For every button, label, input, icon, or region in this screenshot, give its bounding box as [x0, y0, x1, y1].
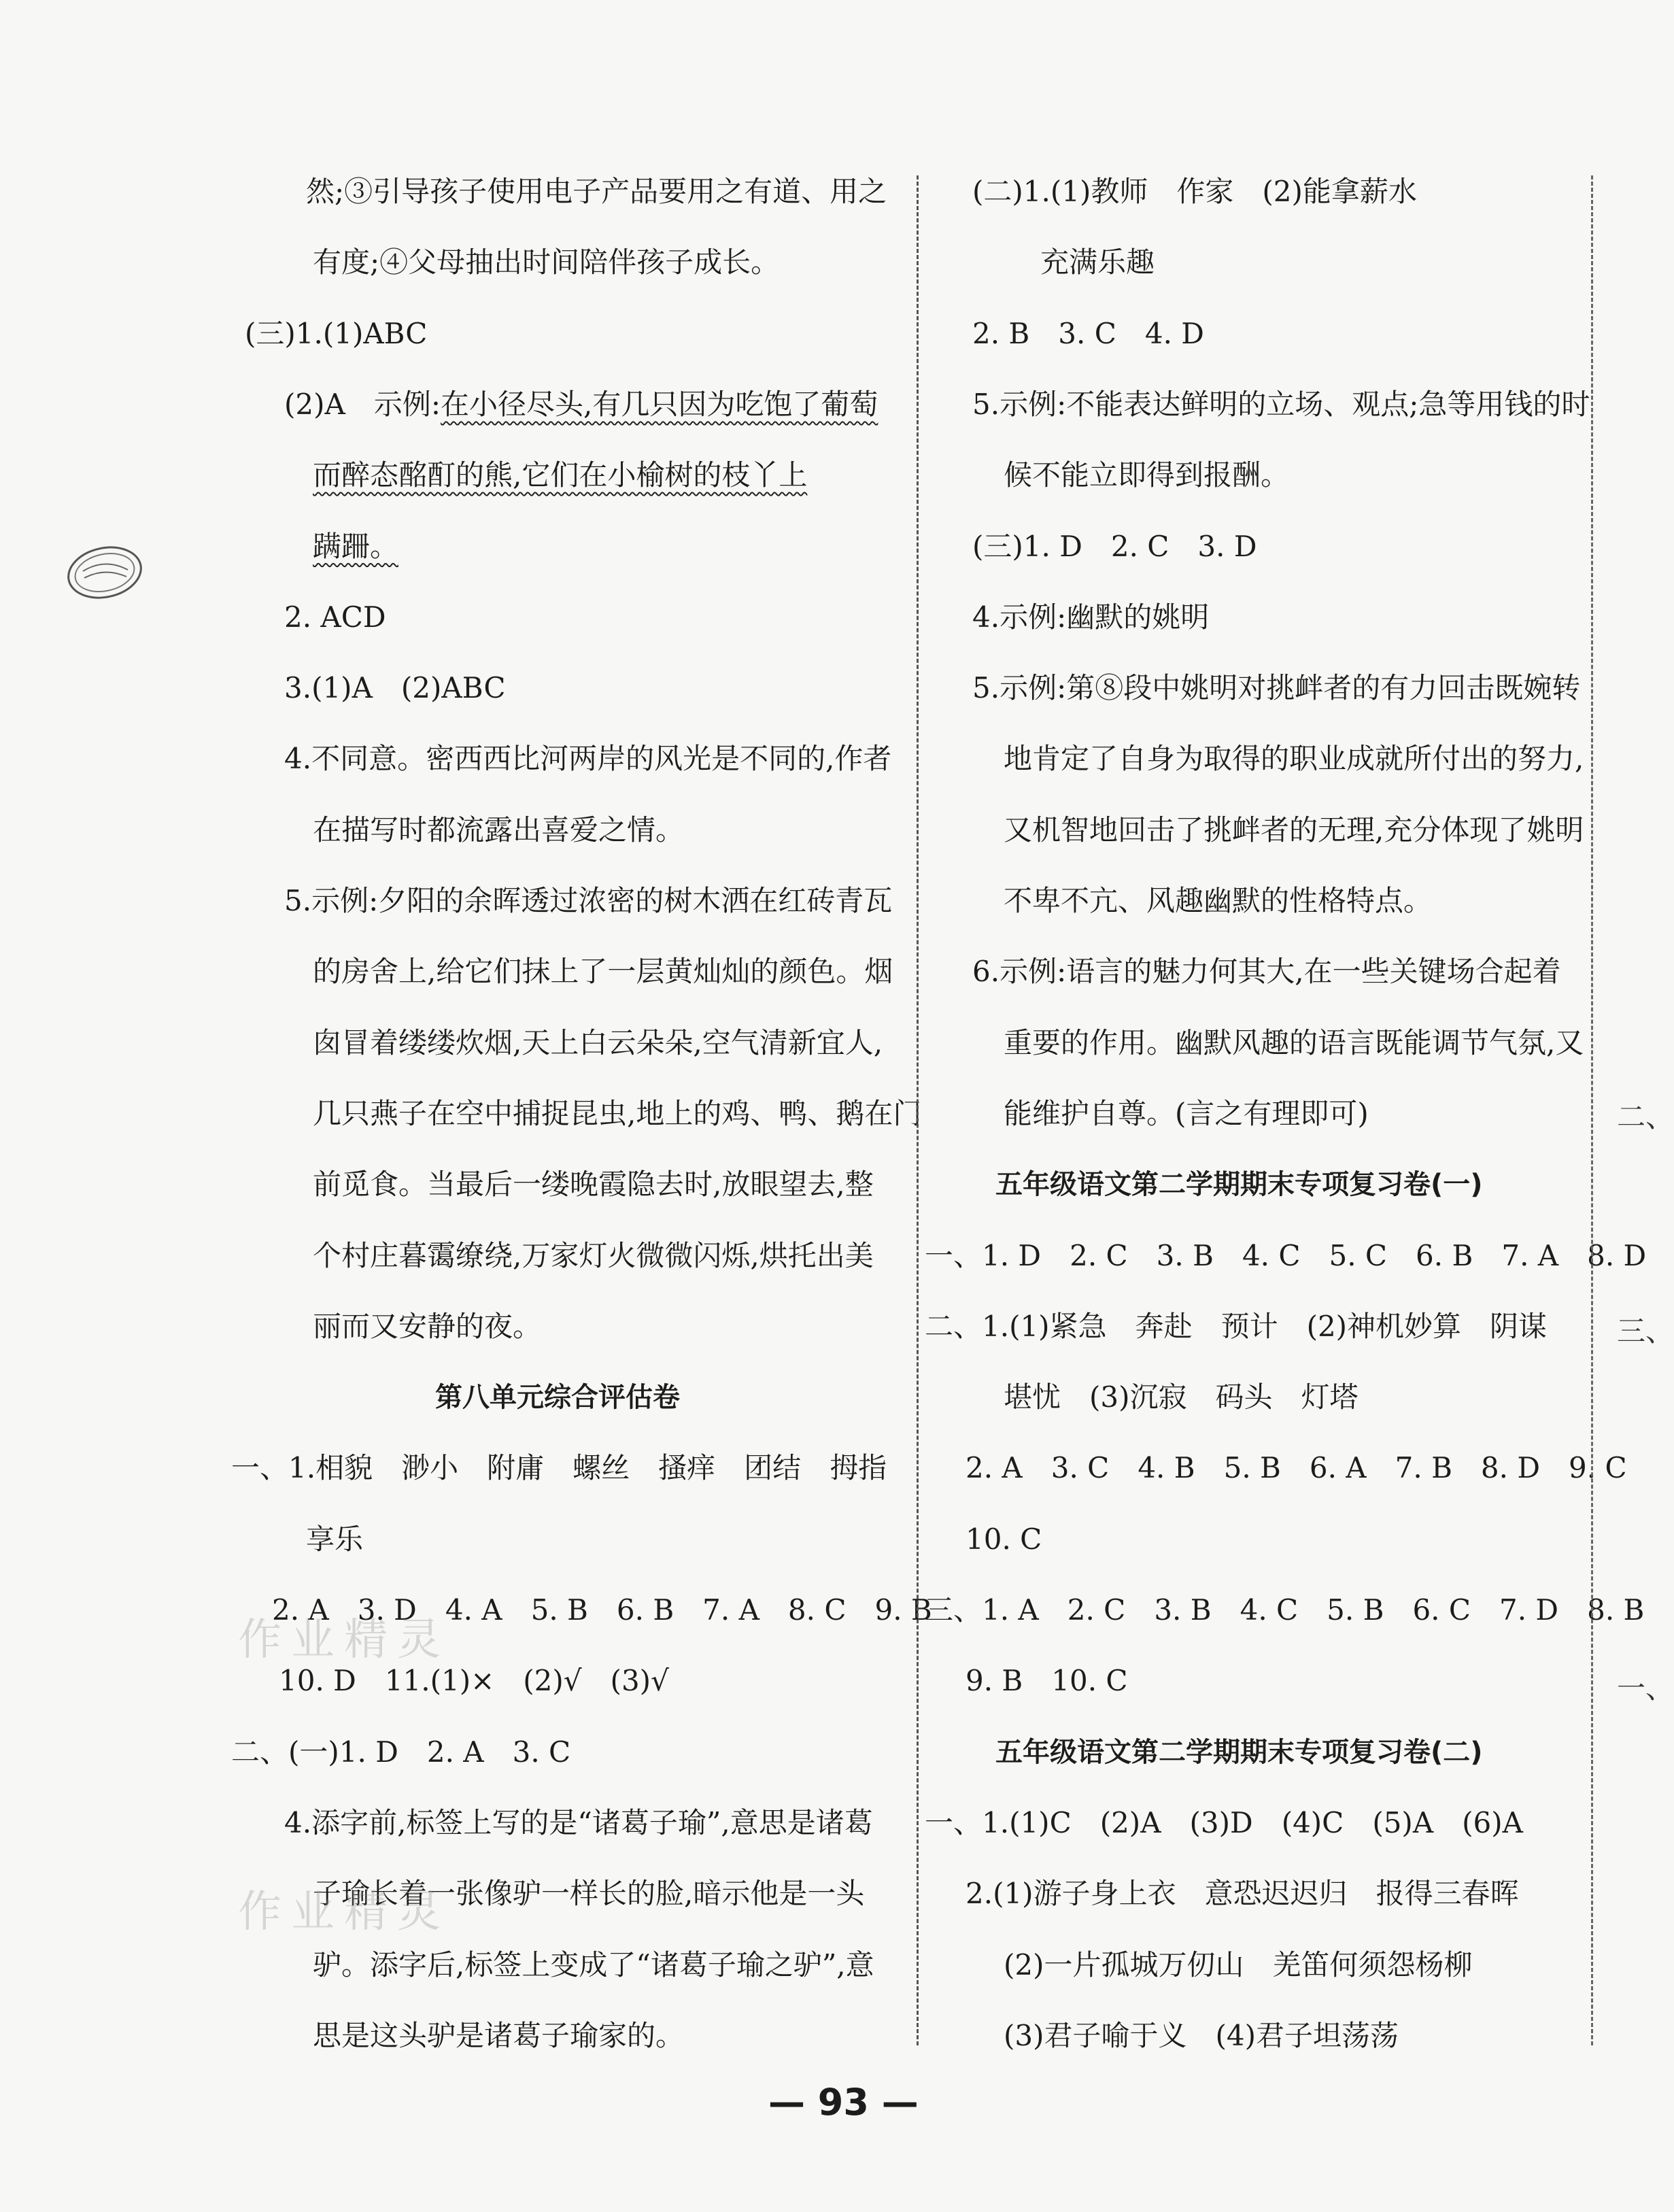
answer-text: 10. D 11.(1)× (2)√ (3)√: [279, 1664, 669, 1698]
answer-text: 第八单元综合评估卷: [435, 1382, 680, 1414]
answer-text: 驴。添字后,标签上变成了“诸葛子瑜之驴”,意: [313, 1947, 874, 1981]
answer-text: 3.(1)A (2)ABC: [284, 671, 506, 705]
answer-line: [972, 315, 1204, 353]
answer-line: [972, 386, 1590, 424]
answer-text: 5.示例:夕阳的余晖透过浓密的树木洒在红砖青瓦: [284, 884, 893, 917]
answer-text: 囱冒着缕缕炊烟,天上白云朵朵,空气清新宜人,: [313, 1025, 883, 1059]
answer-line: [925, 1308, 1547, 1346]
answer-line: [313, 1237, 874, 1275]
answer-line: [284, 1804, 873, 1842]
answer-text: 2. A 3. C 4. B 5. B 6. A 7. B 8. D 9. C: [966, 1451, 1627, 1485]
answer-line: [1004, 1095, 1369, 1133]
answer-text: 重要的作用。幽默风趣的语言既能调节气氛,又: [1004, 1025, 1584, 1059]
answer-text: 思是这头驴是诸葛子瑜家的。: [313, 2018, 685, 2052]
answer-text: 然;③引导孩子使用电子产品要用之有道、用之: [306, 175, 887, 208]
answer-text: 充满乐趣: [1040, 245, 1155, 279]
edge-fragment: 二、: [1617, 1100, 1674, 1134]
answer-line: [313, 456, 807, 494]
answer-line: [925, 1237, 1646, 1275]
answer-line: [306, 1520, 363, 1559]
answer-text: 堪忧 (3)沉寂 码头 灯塔: [1004, 1380, 1359, 1414]
answer-text: 享乐: [306, 1522, 364, 1556]
answer-text: (二)1.(1)教师 作家 (2)能拿薪水: [972, 175, 1417, 208]
section-heading: [435, 1378, 680, 1416]
answer-text: 5.示例:不能表达鲜明的立场、观点;急等用钱的时: [972, 387, 1590, 421]
answer-text: 10. C: [966, 1522, 1042, 1556]
answer-text: 又机智地回击了挑衅者的无理,充分体现了姚明: [1004, 813, 1584, 847]
answer-text: 6.示例:语言的魅力何其大,在一些关键场合起着: [972, 955, 1561, 989]
answer-line: [1004, 811, 1584, 849]
answer-text: 子瑜长着一张像驴一样长的脸,暗示他是一头: [313, 1877, 865, 1911]
answer-line: [925, 1591, 1644, 1629]
answer-text: 地肯定了自身为取得的职业成就所付出的努力,: [1004, 742, 1584, 776]
answer-text: 5.示例:第⑧段中姚明对挑衅者的有力回击既婉转: [972, 671, 1581, 705]
answer-text: 2. B 3. C 4. D: [972, 316, 1204, 350]
answer-text: 丽而又安静的夜。: [313, 1309, 542, 1343]
answer-line: [284, 598, 386, 636]
answer-line: [966, 1449, 1627, 1487]
answer-text: 一、1.相貌 渺小 附庸 螺丝 搔痒 团结 拇指: [231, 1451, 887, 1485]
answer-line: [279, 1662, 669, 1700]
answer-text: 前觅食。当最后一缕晚霞隐去时,放眼望去,整: [313, 1168, 874, 1202]
answer-line: [972, 953, 1561, 991]
answer-text: 4.不同意。密西西比河两岸的风光是不同的,作者: [284, 742, 892, 776]
watermark: 作业精灵: [238, 1887, 450, 1937]
answer-text: (2)一片孤城万仞山 羌笛何须怨杨柳: [1004, 1947, 1473, 1981]
answer-line: [313, 953, 893, 991]
answer-line: [972, 173, 1417, 211]
answer-line: [313, 528, 398, 566]
answer-text: 2. ACD: [284, 600, 386, 634]
answer-text: 二、(一)1. D 2. A 3. C: [231, 1735, 571, 1769]
answer-text: (2)A 示例:: [284, 387, 441, 421]
page-number: — 93 —: [768, 2081, 919, 2124]
answer-line: [313, 1308, 541, 1346]
answer-text: (三)1.(1)ABC: [245, 316, 428, 350]
answer-text: 个村庄暮霭缭绕,万家灯火微微闪烁,烘托出美: [313, 1238, 874, 1272]
next-page-divider: [1591, 175, 1593, 2045]
answer-text: 几只燕子在空中捕捉昆虫,地上的鸡、鸭、鹅在门: [313, 1096, 922, 1130]
edge-fragment: 一、: [1617, 1671, 1674, 1705]
answer-line: [284, 882, 892, 920]
answer-line: [972, 598, 1209, 636]
answer-text: 在描写时都流露出喜爱之情。: [313, 813, 685, 847]
answer-line: [231, 1733, 570, 1771]
column-divider: [917, 175, 919, 2045]
answer-line: [1004, 1024, 1584, 1062]
answer-line: [313, 1946, 874, 1984]
answer-text: 有度;④父母抽出时间陪伴孩子成长。: [313, 245, 780, 279]
section-heading: [995, 1733, 1483, 1771]
answer-line: [313, 1095, 921, 1133]
answer-line: [313, 2017, 684, 2055]
answer-text: 4.添字前,标签上写的是“诸葛子瑜”,意思是诸葛: [284, 1805, 873, 1839]
answer-line: [231, 1449, 887, 1487]
answer-line: [1004, 1378, 1359, 1416]
answer-line: [284, 740, 891, 778]
answer-text: 的房舍上,给它们抹上了一层黄灿灿的颜色。烟: [313, 955, 893, 989]
answer-line: [313, 1024, 883, 1062]
answer-text: 2.(1)游子身上衣 意恐迟迟归 报得三春晖: [966, 1877, 1519, 1911]
answer-line: [972, 669, 1580, 707]
stamp-logo-icon: [63, 537, 151, 605]
answer-text: (三)1. D 2. C 3. D: [972, 529, 1257, 563]
answer-line: [1004, 2017, 1399, 2055]
answer-line: [284, 669, 506, 707]
answer-text: 一、1. D 2. C 3. B 4. C 5. C 6. B 7. A 8. D: [925, 1238, 1647, 1272]
answer-text: 五年级语文第二学期期末专项复习卷(一): [995, 1169, 1483, 1201]
answer-text: 五年级语文第二学期期末专项复习卷(二): [995, 1736, 1483, 1768]
underlined-example: 而醉态酩酊的熊,它们在小榆树的枝丫上: [313, 458, 808, 492]
answer-text: 能维护自尊。(言之有理即可): [1004, 1096, 1369, 1130]
edge-fragment: 三、: [1617, 1314, 1674, 1348]
answer-text: 二、1.(1)紧急 奔赴 预计 (2)神机妙算 阴谋: [925, 1309, 1548, 1343]
answer-line: [1004, 456, 1289, 494]
answer-line: [313, 243, 779, 282]
answer-line: [313, 811, 684, 849]
answer-line: [313, 1165, 874, 1204]
answer-line: [925, 1804, 1523, 1842]
answer-text: 候不能立即得到报酬。: [1004, 458, 1290, 492]
answer-line: [245, 315, 427, 353]
answer-text: 三、1. A 2. C 3. B 4. C 5. B 6. C 7. D 8. B: [925, 1593, 1645, 1627]
answer-line: [966, 1875, 1519, 1913]
answer-text: 2. A 3. D 4. A 5. B 6. B 7. A 8. C 9. B: [272, 1593, 932, 1627]
answer-text: 不卑不亢、风趣幽默的性格特点。: [1004, 884, 1433, 917]
answer-line: [1004, 882, 1432, 920]
answer-line: [966, 1662, 1128, 1700]
answer-line: [1004, 1946, 1473, 1984]
underlined-example: 在小径尽头,有几只因为吃饱了葡萄: [440, 387, 878, 421]
answer-line: [306, 173, 887, 211]
watermark: 作业精灵: [238, 1615, 450, 1665]
answer-text: 9. B 10. C: [966, 1664, 1128, 1698]
answer-line: [1040, 243, 1155, 282]
answer-text: (3)君子喻于义 (4)君子坦荡荡: [1004, 2018, 1399, 2052]
answer-line: [284, 386, 878, 424]
underlined-example: 蹒跚。: [313, 529, 399, 563]
section-heading: [995, 1165, 1483, 1204]
answer-line: [966, 1520, 1042, 1559]
answer-text: 4.示例:幽默的姚明: [972, 600, 1210, 634]
answer-line: [972, 528, 1257, 566]
answer-text: 一、1.(1)C (2)A (3)D (4)C (5)A (6)A: [925, 1805, 1523, 1839]
answer-line: [1004, 740, 1584, 778]
